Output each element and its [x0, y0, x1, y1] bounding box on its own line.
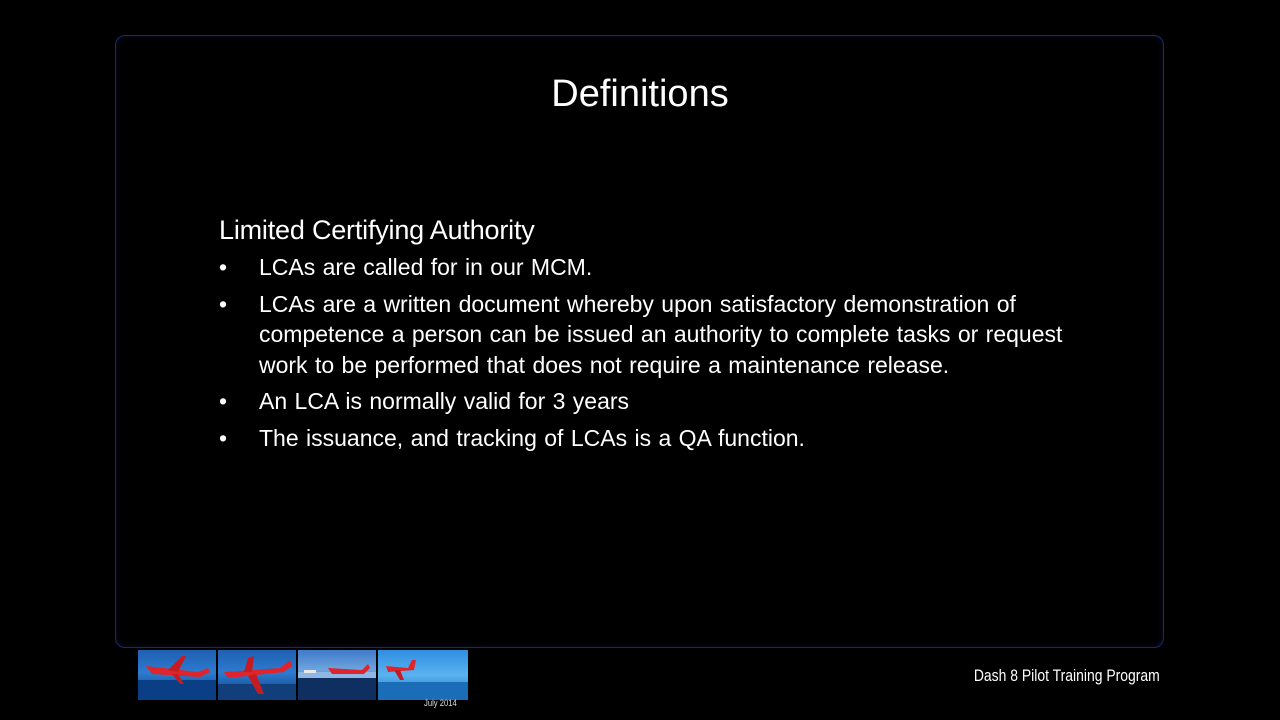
aircraft-photo: [298, 650, 376, 700]
aircraft-icon: [298, 650, 376, 700]
bullet-text: An LCA is normally valid for 3 years: [259, 388, 630, 414]
aircraft-photo: [378, 650, 468, 700]
aircraft-icon: [378, 650, 468, 700]
bullet-item: [219, 423, 1099, 454]
aircraft-icon: [138, 650, 216, 700]
aircraft-photo: [218, 650, 296, 700]
bullet-icon: •: [219, 388, 228, 414]
bullet-text: The issuance, and tracking of LCAs is a QA function.: [259, 424, 805, 451]
bullet-list: [219, 252, 1099, 453]
bullet-text: LCAs are called for in our MCM.: [259, 254, 593, 280]
bullet-item: [219, 289, 1099, 381]
slide-title: Definitions: [551, 73, 729, 115]
subheading: Limited Certifying Authority: [219, 215, 535, 245]
bullet-item: [219, 386, 1099, 417]
bullet-icon: •: [219, 254, 228, 280]
slide-content: [219, 212, 1099, 459]
bullet-icon: •: [219, 290, 228, 317]
aircraft-photo-strip: [138, 650, 468, 700]
bullet-item: [219, 252, 1099, 283]
bullet-text: LCAs are a written document whereby upon satisfactory demonstration of competence a person can be issued an authority to complete tasks or request work to be performed that does not require a maintenance release.: [259, 290, 1063, 378]
aircraft-photo: [138, 650, 216, 700]
date-label: July 2014: [424, 698, 457, 708]
bullet-icon: •: [219, 424, 228, 451]
aircraft-icon: [218, 650, 296, 700]
program-label: Dash 8 Pilot Training Program: [974, 666, 1160, 685]
